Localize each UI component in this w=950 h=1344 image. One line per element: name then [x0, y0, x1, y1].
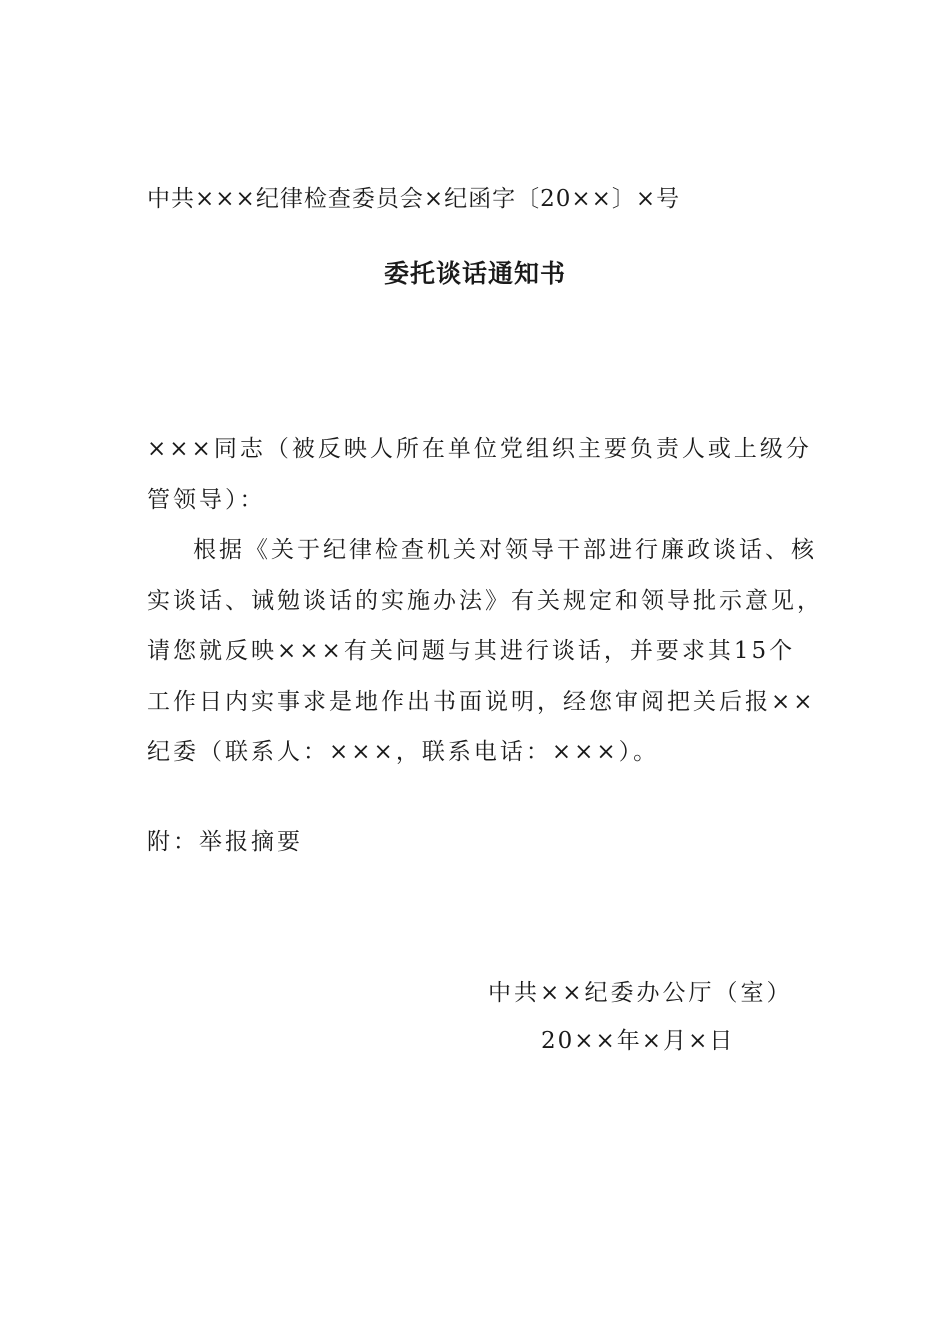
salutation-line-2: 管领导）：: [147, 486, 266, 513]
body-line-2: 实谈话、诫勉谈话的实施办法》有关规定和领导批示意见，: [147, 587, 823, 614]
body-line-5: 纪委（联系人：×××，联系电话：×××）。: [147, 739, 660, 765]
signature-date: 20××年×月×日: [541, 1028, 735, 1054]
salutation-line-1: ×××同志（被反映人所在单位党组织主要负责人或上级分: [147, 436, 812, 462]
signature-organization: 中共××纪委办公厅（室）: [488, 980, 793, 1006]
document-title: 委托谈话通知书: [383, 259, 566, 288]
document-number: 中共×××纪律检查委员会×纪函字〔20××〕×号: [147, 186, 681, 212]
document-body: [147, 424, 823, 778]
body-line-3: 请您就反映×××有关问题与其进行谈话，并要求其15个: [147, 638, 796, 664]
attachment-note: 附：举报摘要: [147, 829, 303, 855]
body-line-4: 工作日内实事求是地作出书面说明，经您审阅把关后报××: [147, 688, 816, 715]
body-line-1: 根据《关于纪律检查机关对领导干部进行廉政谈话、核: [193, 537, 817, 563]
